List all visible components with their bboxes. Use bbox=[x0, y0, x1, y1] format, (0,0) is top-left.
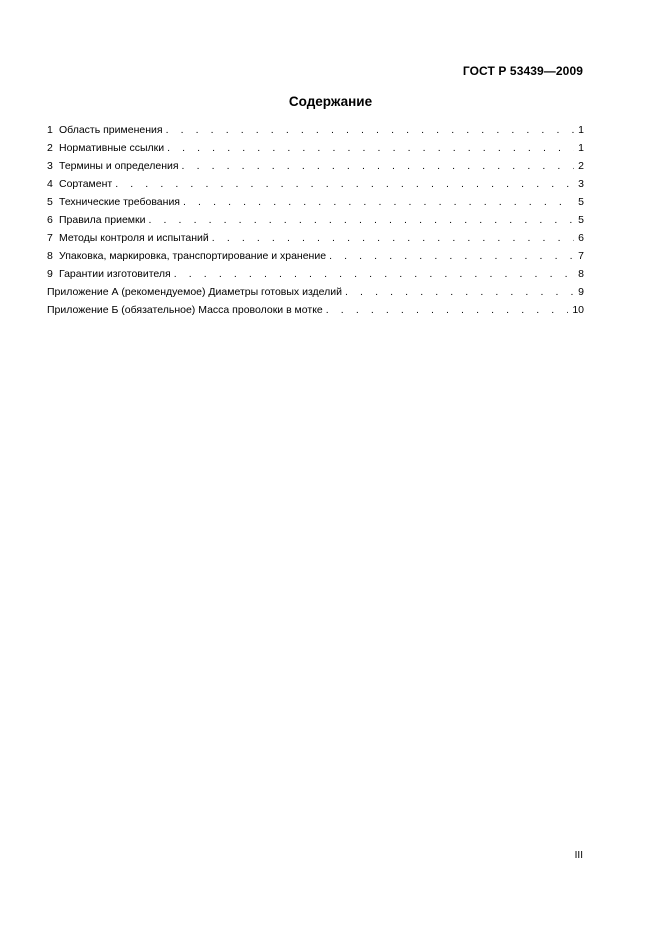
toc-entry-text: Упаковка, маркировка, транспортирование и хранение bbox=[59, 250, 327, 262]
toc-entry-label bbox=[47, 301, 326, 319]
toc-leader-dots bbox=[167, 139, 574, 157]
toc-entry[interactable] bbox=[47, 121, 584, 139]
toc-leader-dots bbox=[329, 247, 574, 265]
toc-entry-page: 9 bbox=[578, 286, 584, 298]
toc-entry-label bbox=[47, 139, 167, 157]
toc-entry-label bbox=[47, 283, 345, 301]
toc-entry-text: Правила приемки bbox=[59, 214, 146, 226]
toc-entry-text: Термины и определения bbox=[59, 160, 179, 172]
toc-entry-text: Нормативные ссылки bbox=[59, 142, 165, 154]
toc-entry-page: 2 bbox=[578, 160, 584, 172]
toc-leader-dots bbox=[183, 193, 574, 211]
toc-entry-page: 1 bbox=[578, 142, 584, 154]
toc-entry-page: 7 bbox=[578, 250, 584, 262]
toc-entry-page: 6 bbox=[578, 232, 584, 244]
toc-entry-text: Методы контроля и испытаний bbox=[59, 232, 209, 244]
toc-entry-label bbox=[47, 247, 329, 265]
toc-entry-text: Приложение Б (обязательное) Масса проволоки в мотке bbox=[47, 304, 323, 316]
toc-leader-dots bbox=[115, 175, 574, 193]
toc-entry-number: 5 bbox=[47, 196, 53, 208]
toc-entry-label bbox=[47, 211, 148, 229]
toc-entry-label bbox=[47, 229, 212, 247]
toc-entry-label bbox=[47, 157, 182, 175]
toc-entry[interactable] bbox=[47, 193, 584, 211]
toc-entry-text: Сортамент bbox=[59, 178, 113, 190]
table-of-contents bbox=[47, 121, 584, 319]
toc-leader-dots bbox=[326, 301, 569, 319]
toc-leader-dots bbox=[148, 211, 574, 229]
toc-entry-page: 10 bbox=[572, 304, 584, 316]
toc-leader-dots bbox=[166, 121, 575, 139]
toc-entry-number: 1 bbox=[47, 124, 53, 136]
toc-entry[interactable] bbox=[47, 229, 584, 247]
toc-entry[interactable] bbox=[47, 139, 584, 157]
toc-entry-page: 1 bbox=[578, 124, 584, 136]
toc-entry-text: Технические требования bbox=[59, 196, 180, 208]
document-code: ГОСТ Р 53439—2009 bbox=[462, 64, 583, 78]
toc-entry-number: 4 bbox=[47, 178, 53, 190]
toc-entry-number: 7 bbox=[47, 232, 53, 244]
toc-entry-appendix[interactable] bbox=[47, 301, 584, 319]
toc-entry[interactable] bbox=[47, 175, 584, 193]
toc-entry-text: Гарантии изготовителя bbox=[59, 268, 171, 280]
toc-entry-label bbox=[47, 193, 183, 211]
toc-leader-dots bbox=[182, 157, 575, 175]
page-number: III bbox=[574, 850, 583, 861]
toc-entry[interactable] bbox=[47, 265, 584, 283]
toc-entry-label bbox=[47, 121, 166, 139]
toc-entry[interactable] bbox=[47, 157, 584, 175]
toc-entry-text: Приложение А (рекомендуемое) Диаметры готовых изделий bbox=[47, 286, 343, 298]
toc-entry-page: 5 bbox=[578, 214, 584, 226]
toc-entry-label bbox=[47, 265, 174, 283]
toc-leader-dots bbox=[212, 229, 574, 247]
toc-entry[interactable] bbox=[47, 247, 584, 265]
toc-entry-number: 3 bbox=[47, 160, 53, 172]
toc-entry-number: 9 bbox=[47, 268, 53, 280]
toc-entry-page: 8 bbox=[578, 268, 584, 280]
toc-entry-label bbox=[47, 175, 115, 193]
toc-entry-page: 5 bbox=[578, 196, 584, 208]
toc-entry-number: 8 bbox=[47, 250, 53, 262]
toc-entry[interactable] bbox=[47, 211, 584, 229]
toc-title: Содержание bbox=[288, 94, 373, 109]
toc-entry-page: 3 bbox=[578, 178, 584, 190]
toc-entry-text: Область применения bbox=[59, 124, 163, 136]
toc-entry-number: 2 bbox=[47, 142, 53, 154]
toc-entry-appendix[interactable] bbox=[47, 283, 584, 301]
toc-leader-dots bbox=[174, 265, 574, 283]
toc-leader-dots bbox=[345, 283, 574, 301]
toc-entry-number: 6 bbox=[47, 214, 53, 226]
